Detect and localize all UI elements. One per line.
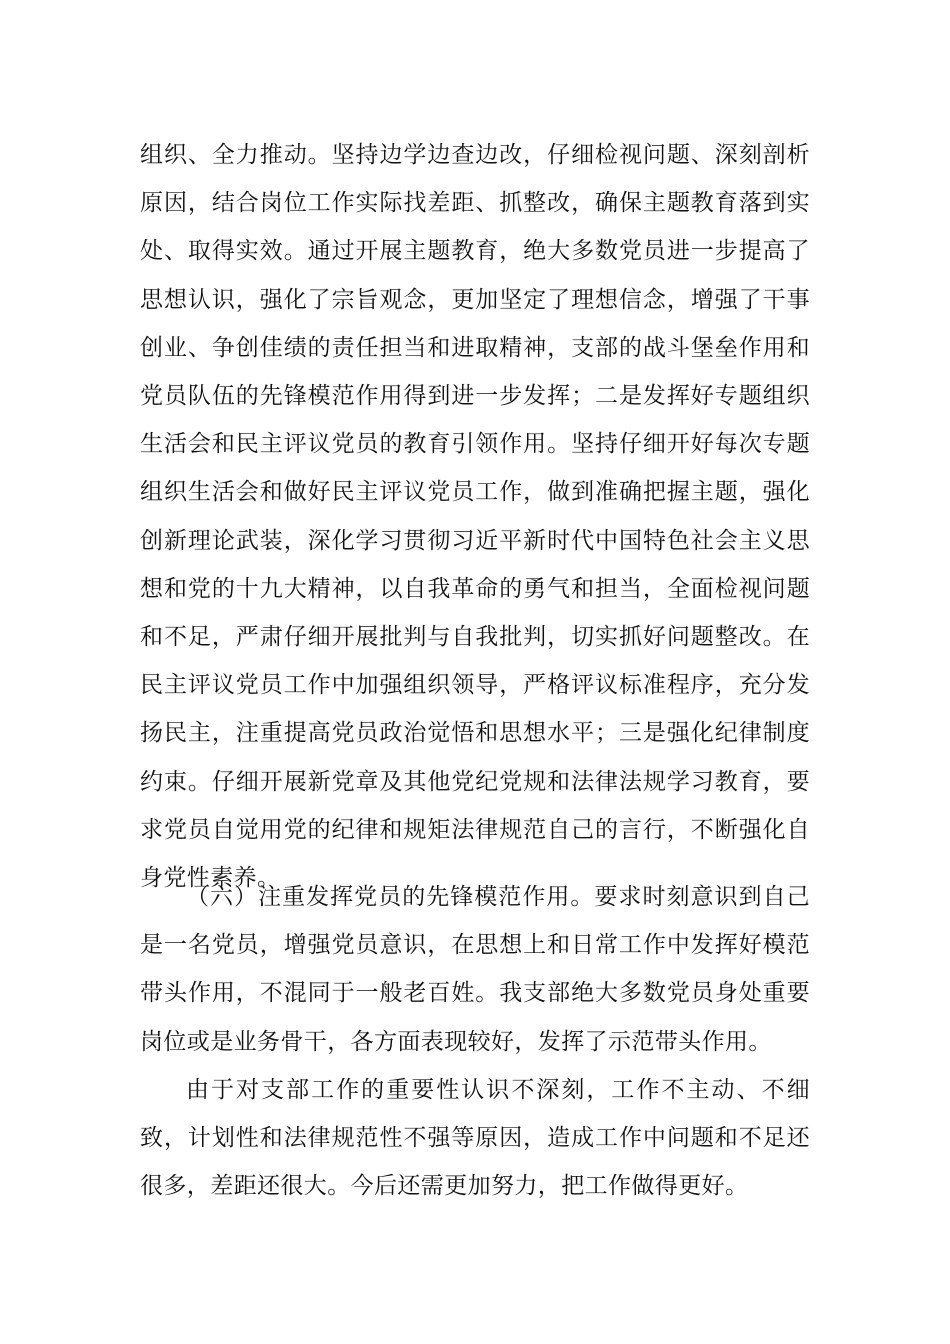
body-paragraph-continued: 组织、全力推动。坚持边学边查边改，仔细检视问题、深刻剖析原因，结合岗位工作实际找差距、抓整改，确保主题教育落到实处、取得实效。通过开展主题教育，绝大多数党员进一步提高了思想认识，强化了宗旨观念，更加坚定了理想信念，增强了干事创业、争创佳绩的责任担当和进取精神，支部的战斗堡垒作用和党员队伍的先锋模范作用得到进一步发挥；二是发挥好专题组织生活会和民主评议党员的教育引领作用。坚持仔细开好每次专题组织生活会和做好民主评议党员工作，做到准确把握主题，强化创新理论武装，深化学习贯彻习近平新时代中国特色社会主义思想和党的十九大精神，以自我革命的勇气和担当，全面检视问题和不足，严肃仔细开展批判与自我批判，切实抓好问题整改。在民主评议党员工作中加强组织领导，严格评议标准程序，充分发扬民主，注重提高党员政治觉悟和思想水平；三是强化纪律制度约束。仔细开展新党章及其他党纪党规和法律法规学习教育，要求党员自觉用党的纪律和规矩法律规范自己的言行，不断强化自身党性素养。 [140,142,810,892]
body-paragraph-section-six: （六）注重发挥党员的先锋模范作用。要求时刻意识到自己是一名党员，增强党员意识，在思想上和日常工作中发挥好模范带头作用，不混同于一般老百姓。我支部绝大多数党员身处重要岗位或是业务骨干，各方面表现较好，发挥了示范带头作用。 [140,884,810,1055]
body-paragraph-conclusion: 由于对支部工作的重要性认识不深刻，工作不主动、不细致，计划性和法律规范性不强等原因，造成工作中问题和不足还很多，差距还很大。今后还需更加努力，把工作做得更好。 [140,1077,810,1200]
